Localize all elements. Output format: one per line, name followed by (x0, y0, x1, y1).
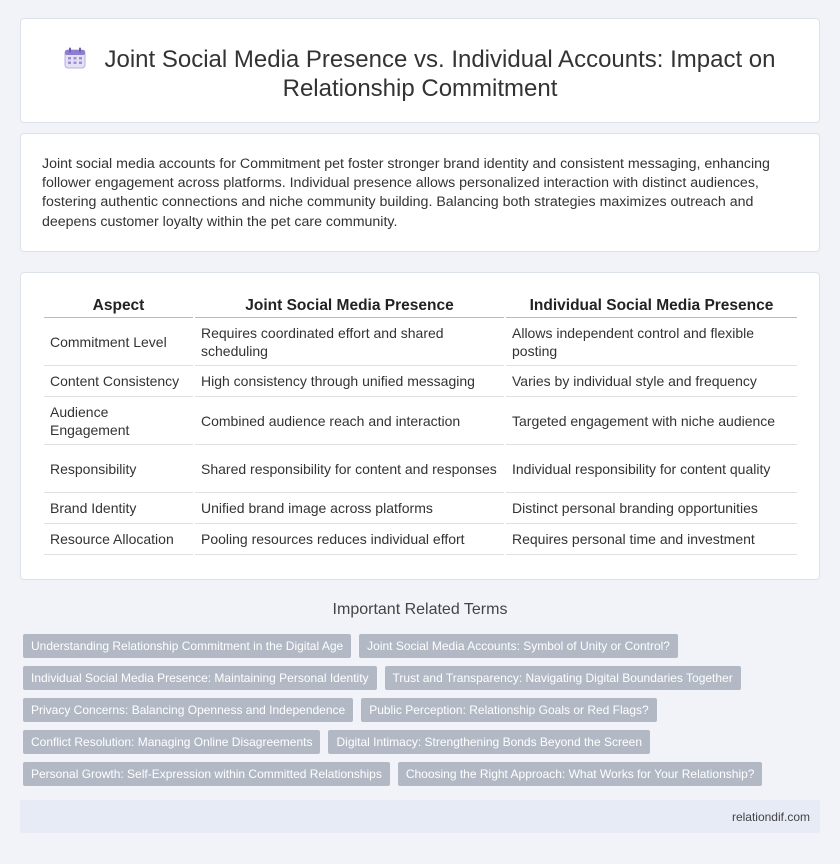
calendar-icon (64, 47, 86, 69)
table-cell: Brand Identity (44, 493, 193, 524)
related-term-link[interactable]: Conflict Resolution: Managing Online Disagreements (23, 730, 320, 754)
table-cell: Content Consistency (44, 366, 193, 397)
related-terms-row (23, 762, 762, 786)
title-text: Joint Social Media Presence vs. Individual Accounts: Impact on Relationship Commitment (104, 46, 776, 102)
related-term-link[interactable]: Privacy Concerns: Balancing Openness and Independence (23, 698, 353, 722)
related-term-link[interactable]: Joint Social Media Accounts: Symbol of Unity or Control? (359, 634, 678, 658)
related-terms-row (23, 730, 650, 754)
footer (20, 800, 820, 833)
table-cell: Shared responsibility for content and responses (195, 445, 504, 493)
related-terms-row (23, 666, 741, 690)
table-cell: Resource Allocation (44, 524, 193, 555)
table-cell: Responsibility (44, 445, 193, 493)
table-cell: Requires personal time and investment (506, 524, 797, 555)
table-row (44, 397, 797, 445)
table-header-row (44, 295, 797, 318)
related-term-link[interactable]: Individual Social Media Presence: Maintaining Personal Identity (23, 666, 377, 690)
table-row (44, 524, 797, 555)
comparison-table (42, 295, 799, 555)
related-term-link[interactable]: Public Perception: Relationship Goals or Red Flags? (361, 698, 656, 722)
table-cell: Requires coordinated effort and shared scheduling (195, 318, 504, 366)
table-cell: Varies by individual style and frequency (506, 366, 797, 397)
table-cell: Unified brand image across platforms (195, 493, 504, 524)
related-terms-row (23, 634, 678, 658)
table-cell: Audience Engagement (44, 397, 193, 445)
column-header: Joint Social Media Presence (195, 295, 504, 318)
table-cell: Allows independent control and flexible posting (506, 318, 797, 366)
table-cell: Combined audience reach and interaction (195, 397, 504, 445)
table-row (44, 445, 797, 493)
related-term-link[interactable]: Digital Intimacy: Strengthening Bonds Beyond the Screen (328, 730, 650, 754)
table-cell: Pooling resources reduces individual effort (195, 524, 504, 555)
comparison-table-card (20, 272, 820, 580)
table-cell: Distinct personal branding opportunities (506, 493, 797, 524)
related-term-link[interactable]: Trust and Transparency: Navigating Digital Boundaries Together (385, 666, 741, 690)
table-row (44, 366, 797, 397)
related-terms-row (23, 698, 657, 722)
table-row (44, 493, 797, 524)
header-card (20, 18, 820, 123)
related-terms-heading: Important Related Terms (332, 601, 508, 618)
table-cell: Commitment Level (44, 318, 193, 366)
table-row (44, 318, 797, 366)
table-cell: High consistency through unified messaging (195, 366, 504, 397)
column-header: Individual Social Media Presence (506, 295, 797, 318)
intro-card (20, 133, 820, 252)
intro-paragraph: Joint social media accounts for Commitment pet foster stronger brand identity and consistent messaging, enhancing follower engagement across platforms. Individual presence allows personalized interaction with distinct audiences, fostering authentic connections and niche community building. Balancing both strategies maximizes outreach and deepens customer loyalty within the pet care community. (42, 156, 770, 230)
column-header: Aspect (44, 295, 193, 318)
table-cell: Individual responsibility for content quality (506, 445, 797, 493)
related-term-link[interactable]: Understanding Relationship Commitment in the Digital Age (23, 634, 351, 658)
table-cell: Targeted engagement with niche audience (506, 397, 797, 445)
related-term-link[interactable]: Choosing the Right Approach: What Works for Your Relationship? (398, 762, 763, 786)
related-term-link[interactable]: Personal Growth: Self-Expression within Committed Relationships (23, 762, 390, 786)
page-title (51, 45, 789, 103)
footer-site-link[interactable]: relationdif.com (731, 810, 810, 824)
